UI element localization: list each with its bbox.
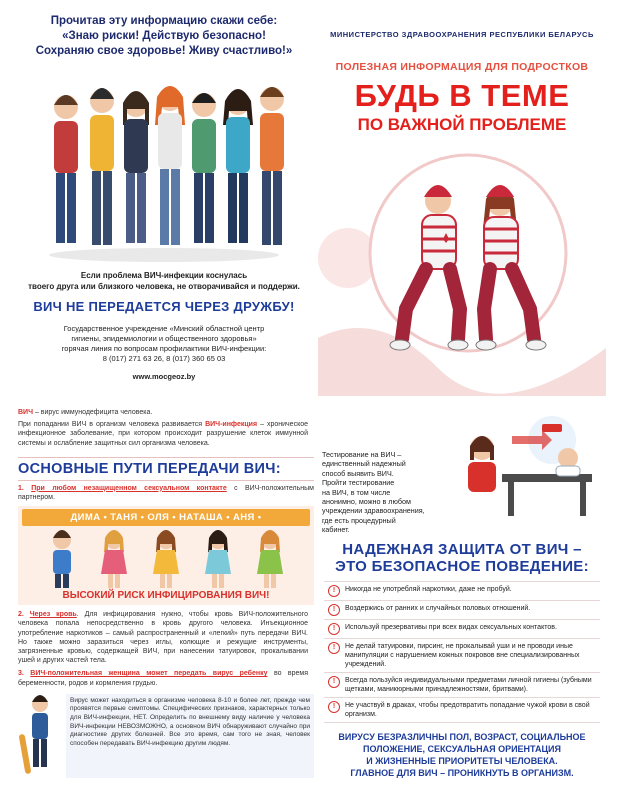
- rule-text: Воздержись от ранних и случайных половых отношений.: [345, 604, 531, 612]
- testing-line: учреждении здравоохранения,: [322, 506, 425, 516]
- testing-line: Пройти тестирование: [322, 478, 395, 488]
- list-item: [324, 619, 600, 638]
- website-link[interactable]: www.mocgeoz.by: [132, 372, 196, 381]
- hiv-infection-description: [18, 420, 314, 448]
- testing-line: Тестирование на ВИЧ –: [322, 450, 402, 459]
- testing-line: на ВИЧ, в том числе: [322, 487, 391, 497]
- transmission-way-1: [18, 484, 314, 502]
- definition-text: – вирус иммунодефицита человека.: [33, 409, 153, 416]
- intro-line: Прочитав эту информацию скажи себе:: [50, 15, 278, 27]
- protection-heading-line: ЭТО БЕЗОПАСНОЕ ПОВЕДЕНИЕ:: [335, 557, 589, 575]
- way-text: во время беременности, родов и кормления грудью.: [18, 670, 309, 687]
- slogan: ВИЧ НЕ ПЕРЕДАЕТСЯ ЧЕРЕЗ ДРУЖБУ!: [33, 299, 295, 314]
- cover-title-line2: ПО ВАЖНОЙ ПРОБЛЕМЕ: [357, 115, 567, 134]
- ministry-name: МИНИСТЕРСТВО ЗДРАВООХРАНЕНИЯ РЕСПУБЛИКИ БЕЛАРУСЬ: [330, 30, 594, 39]
- way-title: При любом незащищенном сексуальном контакте: [31, 484, 227, 492]
- teenagers-group-illustration: [18, 65, 310, 265]
- footer-block: [18, 694, 314, 778]
- protection-heading-line: НАДЕЖНАЯ ЗАЩИТА ОТ ВИЧ –: [342, 540, 582, 558]
- testing-line: где есть процедурный: [322, 515, 396, 525]
- teen-couple-illustration: [318, 141, 606, 371]
- way-number: 1.: [18, 484, 24, 492]
- testing-block: [318, 450, 606, 535]
- list-item: [324, 638, 600, 672]
- panel-protection: [318, 400, 606, 800]
- list-item: [324, 581, 600, 600]
- support-line: Если проблема ВИЧ-инфекции коснулась: [80, 271, 248, 280]
- institution-info: [18, 324, 310, 364]
- alert-icon: !: [328, 642, 340, 654]
- cover-subtitle: ПОЛЕЗНАЯ ИНФОРМАЦИЯ ДЛЯ ПОДРОСТКОВ: [335, 61, 589, 73]
- closing-line: И ЖИЗНЕННЫЕ ПРИОРИТЕТЫ ЧЕЛОВЕКА.: [366, 755, 558, 766]
- alert-icon: !: [328, 701, 340, 713]
- way-text: . Для инфицирования нужно, чтобы кровь ВИЧ-положительного человека попала непосредственно в кровь другого человека. Инъекционное употребление наркотиков – самый распространенный и «легкий» путь передачи ВИЧ. Но также можно заразиться через иглы, колющие и режущие инструменты, загрязненные кровью, содержащей ВИЧ, при нанесении татуировок, прокалывании ушей и других частей тела.: [18, 611, 308, 665]
- infection-text: – хроническое инфекционное заболевание, при котором происходит разрушение клеток иммунной системы и ослабление защитных сил организма человека.: [18, 421, 309, 447]
- rule-text: Всегда пользуйся индивидуальными предметами личной гигиены (зубными щетками, маникюрными принадлежностями, бритвами).: [345, 676, 592, 693]
- alert-icon: !: [328, 604, 340, 616]
- list-item: [324, 600, 600, 619]
- support-text: [18, 271, 310, 292]
- list-item: [324, 697, 600, 723]
- panel-cover-back: [18, 8, 310, 396]
- cover-title: БУДЬ В ТЕМЕ: [354, 78, 570, 113]
- testing-line: кабинет.: [322, 525, 350, 535]
- intro-line: Сохраняю свое здоровье! Живу счастливо!»: [35, 45, 293, 57]
- rule-text: Никогда не употребляй наркотики, даже не пробуй.: [345, 585, 512, 593]
- hiv-definition: [18, 408, 314, 417]
- closing-statement: [318, 731, 606, 779]
- transmission-way-2: [18, 610, 314, 665]
- closing-line: ГЛАВНОЕ ДЛЯ ВИЧ – ПРОНИКНУТЬ В ОРГАНИЗМ.: [350, 767, 574, 778]
- way-title: Через кровь: [29, 611, 77, 619]
- testing-text: [318, 450, 442, 535]
- institution-line: гигиены, эпидемиологии и общественного здоровья»: [71, 334, 257, 343]
- testing-line: способ выявить ВИЧ.: [322, 468, 394, 478]
- list-item: [324, 672, 600, 697]
- names-box: [18, 506, 314, 605]
- safe-behavior-list: [324, 581, 600, 723]
- transmission-way-3: [18, 669, 314, 687]
- institution-line: горячая линия по вопросам профилактики ВИЧ-инфекции:: [61, 344, 267, 353]
- testing-line: единственный надежный: [322, 459, 406, 469]
- intro-line: «Знаю риски! Действую безопасно!: [62, 30, 266, 42]
- protection-heading: [318, 541, 606, 575]
- footer-note: Вирус может находиться в организме человека 8-10 и более лет, прежде чем проявятся первые симптомы. Специфических признаков, характерных только для ВИЧ-инфекции, НЕТ. Определить по внешнему виду наличие у человека ВИЧ-инфекции НЕВОЗМОЖНО, а основном ВИЧ обнаруживают случайно при диагностике других болезней. Все это время, сам того не зная, человек способен передавать ВИЧ-инфекцию другим людям.: [66, 694, 314, 778]
- panel-cover-front: [318, 8, 606, 396]
- rule-text: Не участвуй в драках, чтобы предотвратить попадание чужой крови в свой организм.: [345, 701, 590, 718]
- closing-line: ВИРУСУ БЕЗРАЗЛИЧНЫ ПОЛ, ВОЗРАСТ, СОЦИАЛЬНОЕ: [338, 731, 586, 742]
- phone-numbers: 8 (017) 271 63 26, 8 (017) 360 65 03: [102, 354, 226, 363]
- alert-icon: !: [328, 623, 340, 635]
- panel-transmission-ways: [18, 400, 314, 800]
- alert-icon: !: [328, 676, 340, 688]
- way-number: 3.: [18, 670, 24, 678]
- transmission-heading: ОСНОВНЫЕ ПУТИ ПЕРЕДАЧИ ВИЧ:: [18, 457, 314, 481]
- institution-line: Государственное учреждение «Минский областной центр: [63, 324, 265, 333]
- way-text: с ВИЧ-положительным партнером.: [18, 484, 314, 502]
- closing-line: ПОЛОЖЕНИЕ, СЕКСУАЛЬНАЯ ОРИЕНТАЦИЯ: [362, 743, 561, 754]
- rule-text: Не делай татуировки, пирсинг, не прокалывай уши и не проводи иные манипуляции с нарушением кожных покровов вне специализированных учреждений.: [345, 642, 580, 668]
- rule-text: Используй презервативы при всех видах сексуальных контактов.: [345, 623, 557, 631]
- support-line: твоего друга или близкого человека, не отворачивайся и поддержи.: [28, 281, 300, 291]
- children-illustration: [22, 526, 310, 590]
- blood-test-illustration: [442, 410, 602, 520]
- definition-term: ВИЧ: [18, 409, 34, 416]
- intro-text: [18, 14, 310, 59]
- infection-term: ВИЧ-инфекция: [205, 421, 258, 429]
- infection-intro: При попадании ВИЧ в организм человека развивается: [18, 421, 206, 429]
- teen-skateboard-illustration: [18, 694, 62, 778]
- way-title: ВИЧ-положительная женщина может передать вирус ребенку: [30, 670, 268, 678]
- names-banner: ДИМА • ТАНЯ • ОЛЯ • НАТАША • АНЯ •: [22, 509, 310, 526]
- alert-icon: !: [328, 585, 340, 597]
- high-risk-warning: ВЫСОКИЙ РИСК ИНФИЦИРОВАНИЯ ВИЧ!: [62, 590, 270, 602]
- way-number: 2.: [18, 611, 24, 619]
- testing-line: анонимно, можно в любом: [322, 497, 411, 507]
